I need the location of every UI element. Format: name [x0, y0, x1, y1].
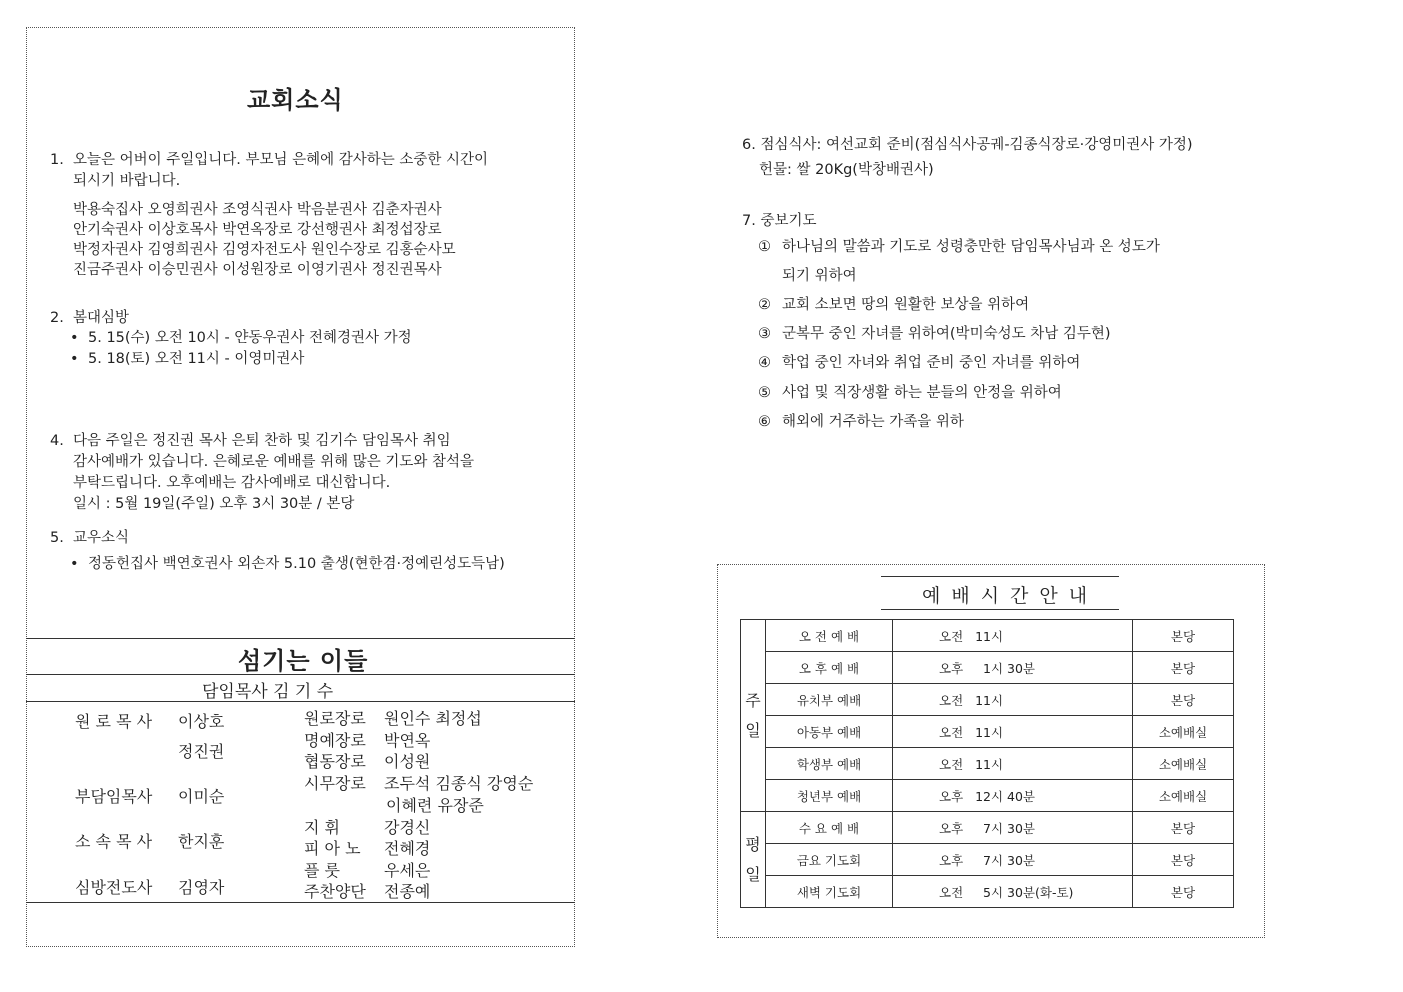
- news-item-2-head: 봄대심방: [73, 310, 130, 326]
- news-item-7-head: 7. 중보기도: [742, 213, 817, 229]
- prayer-4-mark: ④: [758, 355, 771, 371]
- news-title: 교회소식: [247, 86, 344, 114]
- prayer-3-text: 군복무 중인 자녀를 위하여(박미숙성도 차남 김두현): [782, 326, 1111, 342]
- staff-name-affiliate-pastor: 한지훈: [178, 832, 225, 851]
- news-item-1-names-2: 안기숙권사 이상호목사 박연옥장로 강선행권사 최정섭장로: [73, 222, 442, 238]
- staff-names-conductor: 강경신: [384, 818, 431, 837]
- head-pastor-divider: [26, 701, 575, 702]
- news-item-1-line-2: 되시기 바랍니다.: [73, 173, 181, 189]
- servers-title: 섬기는 이들: [238, 647, 369, 675]
- service-name: 아동부 예배: [766, 716, 893, 748]
- staff-names-flute: 우세은: [384, 861, 431, 880]
- news-item-1-line-1: 오늘은 어버이 주일입니다. 부모님 은혜에 감사하는 소중한 시간이: [73, 152, 489, 168]
- prayer-5-text: 사업 및 직장생활 하는 분들의 안정을 위하여: [782, 385, 1062, 401]
- news-item-6-line-1: 6. 점심식사: 여선교회 준비(점심식사공궤-김종식장로·강영미권사 가정): [742, 137, 1193, 153]
- staff-role-flute: 플 룻: [304, 861, 340, 880]
- staff-name-emeritus-pastor-2: 정진권: [178, 742, 225, 761]
- service-time: 오후 7시 30분: [893, 844, 1133, 876]
- staff-names-emeritus-elder: 원인수 최정섭: [384, 709, 482, 728]
- service-time: 오후 12시 40분: [893, 780, 1133, 812]
- news-item-6-line-2: 헌물: 쌀 20Kg(박창배권사): [759, 162, 934, 178]
- staff-name-emeritus-pastor-1: 이상호: [178, 712, 225, 731]
- head-pastor-line: 담임목사 김 기 수: [202, 682, 334, 702]
- group-sunday-label: 주일: [745, 690, 761, 740]
- table-row: [741, 780, 1234, 812]
- prayer-4-text: 학업 중인 자녀와 취업 준비 중인 자녀를 위하여: [782, 355, 1081, 371]
- staff-names-active-elder-1: 조두석 김종식 강영순: [384, 774, 534, 793]
- table-row: [741, 748, 1234, 780]
- service-name: 새벽 기도회: [766, 876, 893, 908]
- news-item-5-number: 5.: [50, 530, 64, 546]
- prayer-6-text: 해외에 거주하는 가족을 위하: [782, 414, 964, 430]
- schedule-title-top-rule: [881, 576, 1119, 577]
- news-item-1-names-4: 진금주권사 이승민권사 이성원장로 이영기권사 정진권목사: [73, 262, 442, 278]
- service-place: 소예배실: [1133, 748, 1234, 780]
- worship-schedule-table: [740, 619, 1234, 908]
- staff-role-conductor: 지 휘: [304, 818, 340, 837]
- staff-names-active-elder-2: 이혜련 유장준: [386, 796, 484, 815]
- service-time: 오후 7시 30분: [893, 812, 1133, 844]
- group-weekday-label: 평일: [745, 834, 761, 884]
- service-time: 오전 11시: [893, 748, 1133, 780]
- staff-names-honorary-elder: 박연옥: [384, 731, 431, 750]
- staff-names-piano: 전혜경: [384, 839, 431, 858]
- staff-role-visitation-evangelist: 심방전도사: [75, 878, 153, 897]
- service-name: 학생부 예배: [766, 748, 893, 780]
- servers-top-divider: [26, 638, 575, 639]
- staff-role-affiliate-pastor: 소 속 목 사: [75, 832, 153, 851]
- schedule-title: 예배시간안내: [922, 585, 1099, 607]
- prayer-2-mark: ②: [758, 297, 771, 313]
- service-place: 본당: [1133, 876, 1234, 908]
- table-row: [741, 812, 1234, 844]
- staff-names-cooperating-elder: 이성원: [384, 752, 431, 771]
- service-place: 소예배실: [1133, 780, 1234, 812]
- prayer-1-mark: ①: [758, 239, 771, 255]
- staff-role-emeritus-pastor: 원 로 목 사: [75, 712, 153, 731]
- service-time: 오전 11시: [893, 620, 1133, 652]
- news-item-2-bullet-1: • 5. 15(수) 오전 10시 - 얀동우권사 전혜경권사 가정: [88, 328, 412, 349]
- service-name: 오 전 예 배: [766, 620, 893, 652]
- news-item-4-line-1: 다음 주일은 정진권 목사 은퇴 찬하 및 김기수 담임목사 취임: [73, 433, 451, 449]
- news-item-4-number: 4.: [50, 433, 64, 449]
- staff-role-honorary-elder: 명예장로: [304, 731, 366, 750]
- servers-bottom-divider: [26, 902, 575, 903]
- news-item-5-bullet-1: • 정동헌집사 백연호권사 외손자 5.10 출생(현한겸·정예린성도득남): [88, 554, 505, 575]
- service-place: 본당: [1133, 652, 1234, 684]
- group-sunday: [741, 620, 766, 812]
- staff-name-associate-pastor: 이미순: [178, 787, 225, 806]
- service-time: 오전 11시: [893, 716, 1133, 748]
- prayer-1-text: 하나님의 말씀과 기도로 성령충만한 담임목사님과 온 성도가: [782, 239, 1160, 255]
- prayer-6-mark: ⑥: [758, 414, 771, 430]
- service-time: 오후 1시 30분: [893, 652, 1133, 684]
- staff-names-praise-team: 전종예: [384, 882, 431, 901]
- table-row: [741, 620, 1234, 652]
- servers-title-divider: [26, 674, 575, 675]
- staff-role-piano: 피 아 노: [304, 839, 361, 858]
- staff-role-active-elder: 시무장로: [304, 774, 366, 793]
- service-place: 본당: [1133, 844, 1234, 876]
- service-time: 오전 5시 30분(화-토): [893, 876, 1133, 908]
- news-item-4-line-3: 부탁드립니다. 오후예배는 감사예배로 대신합니다.: [73, 475, 391, 491]
- staff-role-emeritus-elder: 원로장로: [304, 709, 366, 728]
- table-row: [741, 652, 1234, 684]
- prayer-2-text: 교회 소보면 땅의 원활한 보상을 위하여: [782, 297, 1030, 313]
- service-name: 수 요 예 배: [766, 812, 893, 844]
- service-name: 금요 기도회: [766, 844, 893, 876]
- service-name: 오 후 예 배: [766, 652, 893, 684]
- service-time: 오전 11시: [893, 684, 1133, 716]
- news-item-4-line-4: 일시 : 5월 19일(주일) 오후 3시 30분 / 본당: [73, 496, 355, 512]
- news-item-1-names-1: 박용숙집사 오영희권사 조영식권사 박음분권사 김춘자권사: [73, 202, 442, 218]
- prayer-3-mark: ③: [758, 326, 771, 342]
- news-item-1-names-3: 박정자권사 김영희권사 김영자전도사 원인수장로 김홍순사모: [73, 242, 456, 258]
- service-place: 소예배실: [1133, 716, 1234, 748]
- schedule-title-bottom-rule: [881, 609, 1119, 610]
- table-row: [741, 844, 1234, 876]
- service-place: 본당: [1133, 620, 1234, 652]
- staff-role-cooperating-elder: 협동장로: [304, 752, 366, 771]
- news-item-2-number: 2.: [50, 310, 64, 326]
- staff-role-praise-team: 주찬양단: [304, 882, 366, 901]
- news-item-1-number: 1.: [50, 152, 64, 168]
- prayer-5-mark: ⑤: [758, 385, 771, 401]
- table-row: [741, 876, 1234, 908]
- staff-role-associate-pastor: 부담임목사: [75, 787, 153, 806]
- staff-name-visitation-evangelist: 김영자: [178, 878, 225, 897]
- service-name: 청년부 예배: [766, 780, 893, 812]
- service-place: 본당: [1133, 812, 1234, 844]
- prayer-1-continued: 되기 위하여: [782, 268, 857, 284]
- table-row: [741, 716, 1234, 748]
- news-item-5-head: 교우소식: [73, 530, 130, 546]
- group-weekday: [741, 812, 766, 908]
- service-place: 본당: [1133, 684, 1234, 716]
- news-item-2-bullet-2: • 5. 18(토) 오전 11시 - 이영미권사: [88, 349, 304, 370]
- news-item-4-line-2: 감사예배가 있습니다. 은혜로운 예배를 위해 많은 기도와 참석을: [73, 454, 475, 470]
- service-name: 유치부 예배: [766, 684, 893, 716]
- table-row: [741, 684, 1234, 716]
